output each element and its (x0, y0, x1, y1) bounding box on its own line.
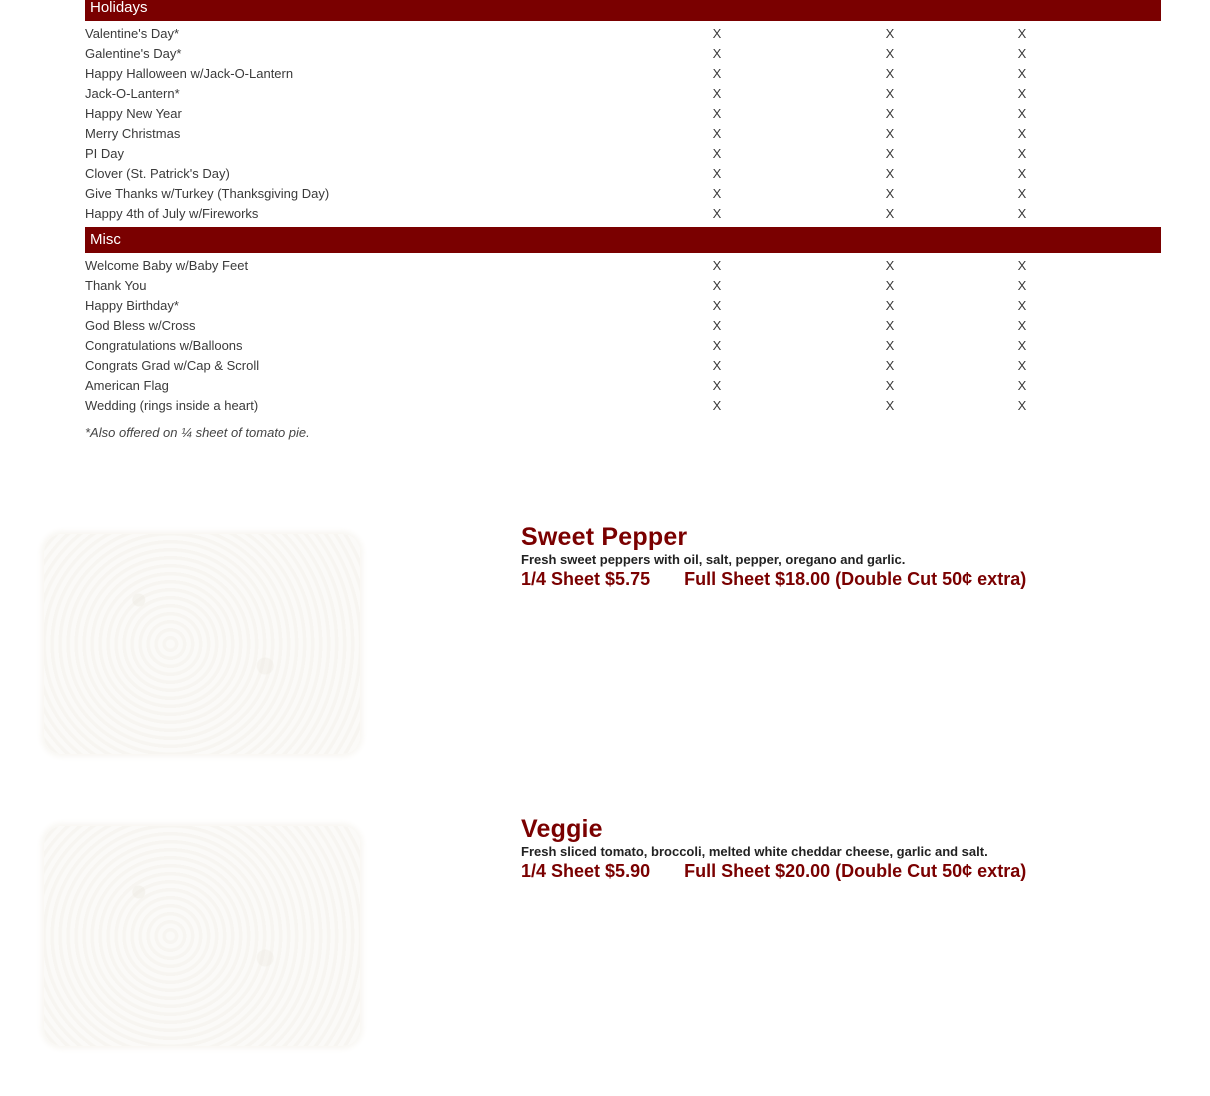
availability-mark: X (885, 186, 895, 201)
option-name: Galentine's Day* (85, 46, 182, 61)
option-name: Congratulations w/Balloons (85, 338, 243, 353)
option-name: Happy Halloween w/Jack-O-Lantern (85, 66, 294, 81)
availability-mark: X (712, 126, 722, 141)
option-name: Happy 4th of July w/Fireworks (85, 206, 259, 221)
availability-mark: X (712, 398, 722, 413)
product-description: Fresh sweet peppers with oil, salt, pepper, oregano and garlic. (521, 552, 906, 567)
availability-mark: X (712, 146, 722, 161)
availability-mark: X (1017, 66, 1027, 81)
availability-mark: X (885, 26, 895, 41)
availability-mark: X (1017, 126, 1027, 141)
option-name: Give Thanks w/Turkey (Thanksgiving Day) (85, 186, 330, 201)
option-name: Clover (St. Patrick's Day) (85, 166, 230, 181)
availability-mark: X (1017, 278, 1027, 293)
table-row (85, 124, 1161, 144)
availability-mark: X (712, 206, 722, 221)
table-row (85, 256, 1161, 276)
product-title: Sweet Pepper (521, 523, 688, 551)
option-name: God Bless w/Cross (85, 318, 196, 333)
availability-mark: X (1017, 398, 1027, 413)
availability-mark: X (885, 298, 895, 313)
availability-mark: X (885, 318, 895, 333)
option-name: Happy New Year (85, 106, 182, 121)
availability-mark: X (712, 358, 722, 373)
availability-mark: X (1017, 258, 1027, 273)
table-row (85, 184, 1161, 204)
product-prices (521, 568, 1161, 590)
table-row (85, 376, 1161, 396)
table-row (85, 276, 1161, 296)
availability-mark: X (885, 258, 895, 273)
availability-mark: X (885, 146, 895, 161)
availability-mark: X (1017, 298, 1027, 313)
option-name: Welcome Baby w/Baby Feet (85, 258, 249, 273)
availability-mark: X (885, 66, 895, 81)
availability-mark: X (1017, 146, 1027, 161)
availability-mark: X (885, 378, 895, 393)
decoration-options-table (85, 0, 1161, 440)
table-row (85, 144, 1161, 164)
availability-mark: X (1017, 186, 1027, 201)
availability-mark: X (712, 166, 722, 181)
table-row (85, 204, 1161, 224)
option-name: Merry Christmas (85, 126, 181, 141)
option-name: Valentine's Day* (85, 26, 180, 41)
product-description: Fresh sliced tomato, broccoli, melted white cheddar cheese, garlic and salt. (521, 844, 988, 859)
table-row (85, 316, 1161, 336)
availability-mark: X (1017, 106, 1027, 121)
quarter-sheet-price: 1/4 Sheet $5.90 (521, 861, 651, 881)
option-name: Congrats Grad w/Cap & Scroll (85, 358, 260, 373)
footnote: *Also offered on ¼ sheet of tomato pie. (85, 425, 310, 440)
availability-mark: X (712, 258, 722, 273)
availability-mark: X (885, 126, 895, 141)
section-header-misc: Misc (85, 227, 1161, 253)
full-sheet-price: Full Sheet $20.00 (Double Cut 50¢ extra) (684, 861, 1027, 881)
holiday-rows (85, 24, 1161, 224)
availability-mark: X (712, 318, 722, 333)
table-row (85, 64, 1161, 84)
option-name: Wedding (rings inside a heart) (85, 398, 259, 413)
misc-rows (85, 256, 1161, 416)
table-row (85, 296, 1161, 316)
availability-mark: X (885, 106, 895, 121)
product-title: Veggie (521, 815, 603, 843)
availability-mark: X (1017, 378, 1027, 393)
availability-mark: X (885, 206, 895, 221)
availability-mark: X (712, 298, 722, 313)
availability-mark: X (712, 46, 722, 61)
option-name: American Flag (85, 378, 169, 393)
sweet-pepper-pizza-image (44, 534, 360, 754)
availability-mark: X (1017, 166, 1027, 181)
availability-mark: X (885, 46, 895, 61)
table-row (85, 396, 1161, 416)
section-header-holidays: Holidays (85, 0, 1161, 21)
product-veggie (521, 812, 1161, 882)
availability-mark: X (712, 338, 722, 353)
availability-mark: X (712, 106, 722, 121)
availability-mark: X (1017, 318, 1027, 333)
availability-mark: X (885, 338, 895, 353)
table-row (85, 44, 1161, 64)
option-name: Thank You (85, 278, 147, 293)
product-prices (521, 860, 1161, 882)
option-name: Jack-O-Lantern* (85, 86, 180, 101)
availability-mark: X (885, 86, 895, 101)
availability-mark: X (712, 86, 722, 101)
table-row (85, 24, 1161, 44)
availability-mark: X (712, 378, 722, 393)
quarter-sheet-price: 1/4 Sheet $5.75 (521, 569, 651, 589)
availability-mark: X (1017, 358, 1027, 373)
availability-mark: X (1017, 26, 1027, 41)
availability-mark: X (885, 278, 895, 293)
option-name: PI Day (85, 146, 125, 161)
availability-mark: X (1017, 86, 1027, 101)
availability-mark: X (1017, 206, 1027, 221)
table-row (85, 356, 1161, 376)
availability-mark: X (1017, 338, 1027, 353)
availability-mark: X (1017, 46, 1027, 61)
table-row (85, 336, 1161, 356)
table-row (85, 104, 1161, 124)
option-name: Happy Birthday* (85, 298, 179, 313)
full-sheet-price: Full Sheet $18.00 (Double Cut 50¢ extra) (684, 569, 1027, 589)
availability-mark: X (885, 358, 895, 373)
availability-mark: X (885, 166, 895, 181)
table-row (85, 84, 1161, 104)
availability-mark: X (885, 398, 895, 413)
table-row (85, 164, 1161, 184)
availability-mark: X (712, 186, 722, 201)
product-sweet-pepper (521, 520, 1161, 590)
veggie-pizza-image (44, 826, 360, 1046)
availability-mark: X (712, 278, 722, 293)
availability-mark: X (712, 66, 722, 81)
availability-mark: X (712, 26, 722, 41)
